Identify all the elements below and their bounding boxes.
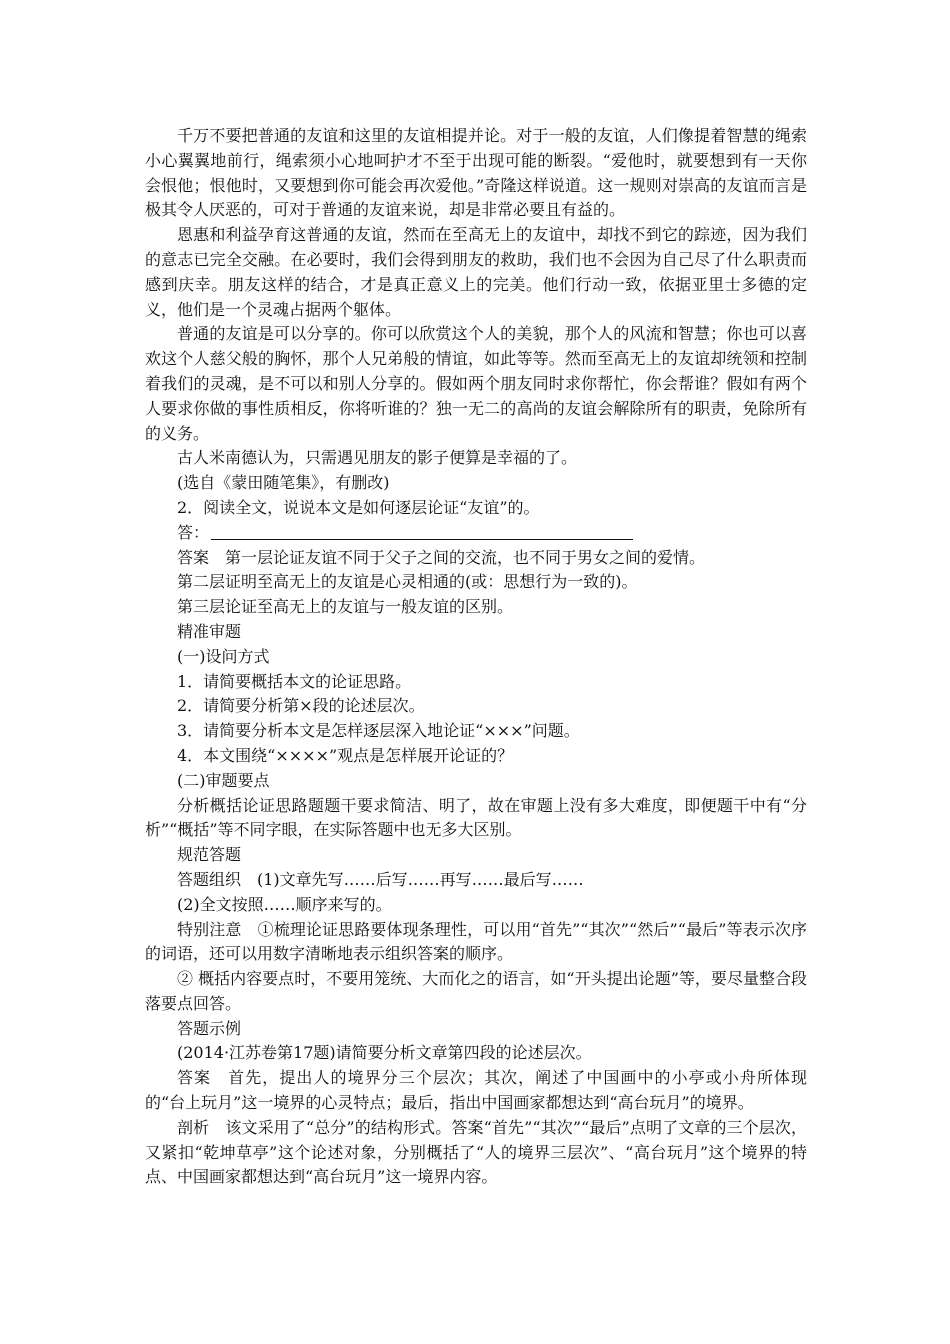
section-heading: 规范答题 — [177, 845, 242, 865]
question: 2．阅读全文，说说本文是如何逐层论证“友谊”的。 — [177, 497, 540, 517]
analysis-paragraph: 剖析 该文采用了“总分”的结构形式。答案“首先”“其次”“最后”点明了文章的三个层次，又紧扣“乾坤草亭”这个论述对象，分别概括了“人的境界三层次”、“高台玩月”这个境界的特点、中国画家都想达到“高台玩月”这一境界内容。 — [145, 1117, 807, 1187]
paragraph: 答题组织 (1)文章先写……后写……再写……最后写…… — [177, 869, 584, 889]
list-item: 4．本文围绕“××××”观点是怎样展开论证的？ — [177, 745, 514, 765]
answer-blank-line[interactable] — [211, 523, 633, 540]
paragraph: ② 概括内容要点时，不要用笼统、大而化之的语言，如“开头提出论题”等，要尽量整合段落要点回答。 — [145, 969, 807, 1013]
section-heading: 精准审题 — [177, 621, 242, 641]
subsection-heading: (二)审题要点 — [177, 770, 270, 790]
paragraph: 分析概括论证思路题题干要求简洁、明了，故在审题上没有多大难度，即便题干中有“分析”“概括”等不同字眼，在实际答题中也无多大区别。 — [145, 795, 807, 840]
answer-field-row — [145, 521, 807, 546]
list-item: 2．请简要分析第×段的论述层次。 — [177, 696, 425, 716]
paragraph: 特别注意 ①梳理论证思路要体现条理性，可以用“首先”“其次”“然后”“最后”等表示次序的词语，还可以用数字清晰地表示组织答案的顺序。 — [145, 919, 807, 964]
paragraph: 普通的友谊是可以分享的。你可以欣赏这个人的美貌，那个人的风流和智慧；你也可以喜欢这个人慈父般的胸怀，那个人兄弟般的情谊，如此等等。然而至高无上的友谊却统领和控制着我们的灵魂，是不可以和别人分享的。假如两个朋友同时求你帮忙，你会帮谁？假如有两个人要求你做的事性质相反，你将听谁的？独一无二的高尚的友谊会解除所有的职责，免除所有的义务。 — [145, 324, 807, 443]
paragraph: 古人米南德认为，只需遇见朋友的影子便算是幸福的了。 — [177, 448, 578, 468]
section-heading: 答题示例 — [177, 1018, 242, 1038]
paragraph: 第三层论证至高无上的友谊与一般友谊的区别。 — [177, 597, 514, 617]
paragraph: (2)全文按照……顺序来写的。 — [177, 894, 392, 914]
answer-paragraph: 答案 首先，提出人的境界分三个层次；其次，阐述了中国画中的小亭或小舟所体现的“台上玩月”这一境界的心灵特点；最后，指出中国画家都想达到“高台玩月”的境界。 — [145, 1068, 807, 1113]
document-page — [145, 124, 807, 1190]
answer-prompt: 答： — [177, 522, 210, 542]
source-note: (选自《蒙田随笔集》，有删改) — [177, 473, 390, 493]
paragraph: 恩惠和利益孕育这普通的友谊，然而在至高无上的友谊中，却找不到它的踪迹，因为我们的意志已完全交融。在必要时，我们会得到朋友的救助，我们也不会因为自己尽了什么职责而感到庆幸。朋友这样的结合，才是真正意义上的完美。他们行动一致，依据亚里士多德的定义，他们是一个灵魂占据两个躯体。 — [145, 225, 807, 319]
list-item: 1．请简要概括本文的论证思路。 — [177, 671, 412, 691]
question: (2014·江苏卷第17题)请简要分析文章第四段的论述层次。 — [177, 1043, 592, 1063]
list-item: 3．请简要分析本文是怎样逐层深入地论证“×××”问题。 — [177, 721, 580, 741]
paragraph: 第二层证明至高无上的友谊是心灵相通的(或：思想行为一致的)。 — [177, 572, 638, 592]
subsection-heading: (一)设问方式 — [177, 646, 270, 666]
answer-paragraph: 答案 第一层论证友谊不同于父子之间的交流，也不同于男女之间的爱情。 — [177, 547, 706, 567]
paragraph: 千万不要把普通的友谊和这里的友谊相提并论。对于一般的友谊，人们像提着智慧的绳索小心翼翼地前行，绳索须小心地呵护才不至于出现可能的断裂。“爱他时，就要想到有一天你会恨他；恨他时，又要想到你可能会再次爱他。”奇隆这样说道。这一规则对崇高的友谊而言是极其令人厌恶的，可对于普通的友谊来说，却是非常必要且有益的。 — [145, 126, 807, 220]
